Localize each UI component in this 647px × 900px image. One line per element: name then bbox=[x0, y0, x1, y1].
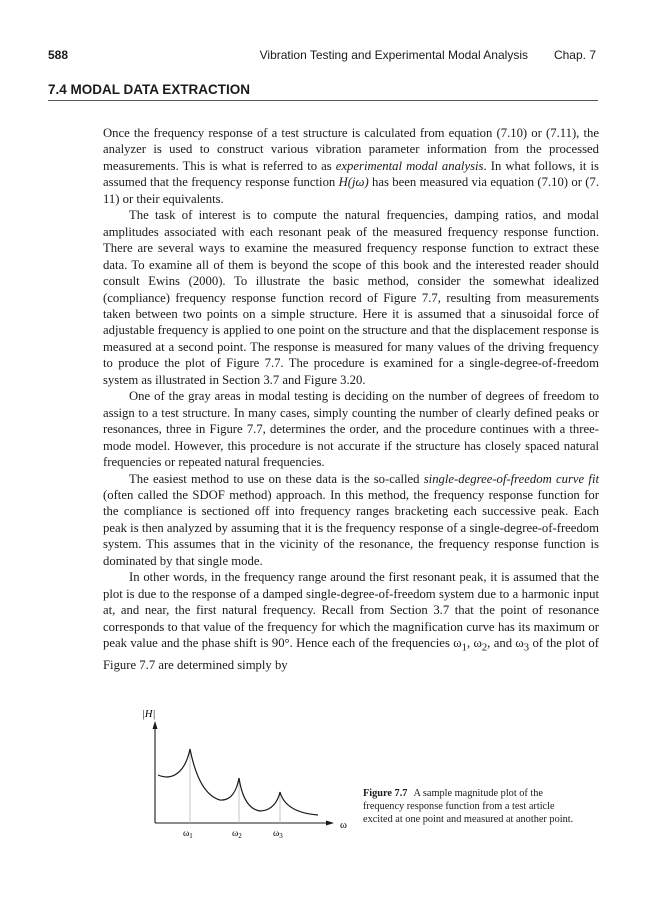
omega-symbol: ω bbox=[453, 636, 462, 651]
x-axis-arrow bbox=[326, 821, 334, 826]
y-axis-label: |H| bbox=[142, 709, 156, 720]
running-title: Vibration Testing and Experimental Modal Analysis bbox=[259, 48, 528, 62]
tick-label-omega-1: $\omega_1$ bbox=[183, 829, 193, 840]
section-title: MODAL DATA EXTRACTION bbox=[70, 82, 251, 97]
figure-caption-text: A sample magnitude plot of the frequency response function from a test article excited at one point and measured at another point. bbox=[363, 788, 574, 825]
omega-subscript: 3 bbox=[523, 642, 530, 654]
figure-caption bbox=[363, 787, 578, 826]
text-run: The easiest method to use on these data is the so-called bbox=[129, 471, 424, 486]
text-run: In other words, in the frequency range around the first resonant peak, it is assumed that the plot is due to the response of a damped single-degree-of-freedom system due to a harmonic input at, and near, the first natural frequency. Recall from Section 3.7 that the point of resonance corresponds to that value of the frequency for which the magnification curve has its maximum or peak value and the phase shift is 90°. Hence each of the frequencies bbox=[103, 570, 599, 651]
omega-subscript: 1 bbox=[461, 642, 467, 654]
text-run: . In what follows, it is assumed that the frequency response function bbox=[103, 158, 599, 190]
paragraph-1 bbox=[103, 125, 599, 207]
emphasis-term: single-degree-of-freedom curve fit bbox=[423, 471, 599, 486]
paragraph-2: The task of interest is to compute the natural frequencies, damping ratios, and modal amplitudes associated with each resonant peak of the measured frequency response function. There are several ways to examine the measured frequency response function to extract these data. To examine all of them is beyond the scope of this book and the interested reader should consult Ewins (2000). To illustrate the basic method, consider the somewhat idealized (compliance) frequency response function record of Figure 7.7, resulting from measurements taken between two points on a simple structure. Here it is assumed that a sinusoidal force of adjustable frequency is applied to one point on the structure and that the displacement response is measured at a second point. The response is measured for many values of the driving frequency to produce the plot of Figure 7.7. The procedure is examined for a single-degree-of-freedom system as illustrated in Section 3.7 and Figure 3.20. bbox=[103, 208, 599, 387]
x-axis-label: ω bbox=[340, 820, 347, 831]
page-number: 588 bbox=[48, 48, 69, 62]
body-text bbox=[103, 125, 599, 673]
y-axis-arrow bbox=[153, 721, 158, 729]
paragraph-4 bbox=[103, 471, 599, 570]
text-run: , and bbox=[487, 636, 516, 651]
paragraph-3: One of the gray areas in modal testing is deciding on the number of degrees of freedom to assign to a test structure. In many cases, simply counting the number of clearly defined peaks or resonances, three in Figure 7.7, determines the order, and the procedure continues with a three-mode model. However, this procedure is not accurate if the structure has closely spaced natural frequencies or repeated natural frequencies. bbox=[103, 389, 599, 470]
text-run: of the plot of Figure 7.7 are determined simply by bbox=[103, 636, 599, 673]
page-header bbox=[48, 48, 600, 64]
omega-subscript: 2 bbox=[481, 642, 488, 654]
tick-label-omega-2: $\omega_2$ bbox=[232, 829, 242, 840]
frf-magnitude-curve bbox=[158, 749, 318, 815]
text-run: , bbox=[466, 636, 474, 651]
frf-magnitude-plot bbox=[140, 705, 350, 845]
section-number: 7.4 bbox=[48, 82, 67, 97]
emphasis-term: experimental modal analysis bbox=[335, 158, 484, 173]
chapter-label: Chap. 7 bbox=[553, 48, 596, 62]
math-symbol: H(jω) bbox=[338, 175, 369, 190]
section-heading bbox=[48, 82, 598, 101]
text-run: Once the frequency response of a test structure is calculated from equation (7.10) or (7.11), the analyzer is used to construct various vibration parameter information from the processed measurements. This is what is referred to as bbox=[103, 126, 599, 173]
paragraph-5 bbox=[103, 569, 599, 673]
omega-symbol: ω bbox=[515, 636, 524, 651]
tick-label-omega-3: $\omega_3$ bbox=[273, 829, 283, 840]
text-run: (often called the SDOF method) approach. In this method, the frequency response function for the compliance is sectioned off into frequency ranges bracketing each successive peak. Each peak is then analyzed by assuming that it is the frequency response of a single-degree-of-freedom system. This assumes that in the vicinity of the resonance, the frequency response function is dominated by that single mode. bbox=[103, 487, 599, 568]
text-run: has been measured via equation (7.10) or (7. 11) or their equivalents. bbox=[103, 175, 599, 206]
figure-caption-label: Figure 7.7 bbox=[363, 788, 408, 799]
figure-7-7 bbox=[140, 705, 350, 845]
omega-symbol: ω bbox=[473, 636, 482, 651]
